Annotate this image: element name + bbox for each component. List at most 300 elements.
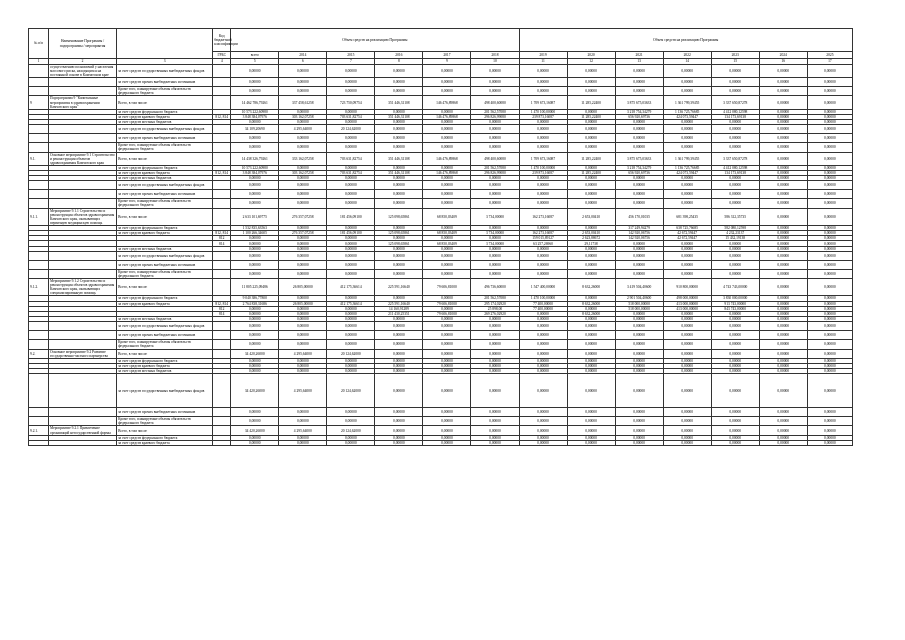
row-value: 0,00000	[711, 408, 759, 417]
row-value: 1 361 799,39455	[663, 96, 711, 109]
row-value: 0,00000	[375, 440, 423, 445]
row-value: 0,00000	[567, 251, 615, 260]
row-value: 913 743,00000	[711, 301, 759, 306]
budget-table-sheet	[28, 28, 853, 446]
row-value: 0,00000	[279, 440, 327, 445]
row-value: 0,00000	[807, 241, 852, 246]
row-value: 0,00000	[327, 363, 375, 368]
row-value: 0,00000	[567, 165, 615, 170]
row-code: 812, 814	[213, 301, 231, 306]
row-value: 0,00000	[711, 440, 759, 445]
row-value: 0,00000	[231, 236, 279, 241]
row-value: 0,00000	[375, 143, 423, 152]
table-row	[29, 279, 853, 296]
row-value: 0,00000	[807, 96, 852, 109]
row-value: 2 633 101,69775	[231, 208, 279, 225]
table-row	[29, 87, 853, 96]
header-year: 2016	[375, 52, 423, 59]
row-value: 142 920,06756	[615, 231, 663, 236]
table-row	[29, 246, 853, 251]
row-value: 0,00000	[471, 322, 519, 331]
row-value: 0,00000	[615, 340, 663, 349]
table-row	[29, 269, 853, 278]
row-number	[29, 340, 49, 349]
column-index: 4	[213, 59, 231, 65]
row-value: 0,00000	[567, 317, 615, 322]
row-value: 0,00000	[471, 358, 519, 363]
table-row	[29, 296, 853, 301]
row-source: за счет средств краевого бюджета	[117, 114, 213, 119]
row-name	[49, 331, 117, 340]
row-value: 0,00000	[807, 358, 852, 363]
row-value: 0,00000	[375, 190, 423, 199]
row-value: 0,00000	[327, 251, 375, 260]
row-value: 2 653,00410	[567, 208, 615, 225]
row-value: 4 295,64000	[279, 374, 327, 408]
row-value: 0,00000	[711, 125, 759, 134]
row-source: за счет средств краевого бюджета	[117, 440, 213, 445]
row-value: 0,00000	[663, 87, 711, 96]
row-value: 0,00000	[375, 269, 423, 278]
row-value: 0,00000	[759, 170, 807, 175]
row-value: 10 573 222,60980	[231, 165, 279, 170]
row-value: 0,00000	[279, 369, 327, 374]
table-row	[29, 109, 853, 114]
row-value: 0,00000	[519, 363, 567, 368]
row-value: 295 174,02920	[471, 301, 519, 306]
row-value: 0,00000	[519, 408, 567, 417]
row-value: 0,00000	[327, 241, 375, 246]
row-value: 586 312,35735	[711, 208, 759, 225]
row-value: 0,00000	[759, 440, 807, 445]
row-value: 0,00000	[471, 349, 519, 358]
row-value: 25 898,00	[471, 306, 519, 311]
row-code	[213, 408, 231, 417]
row-value: 0,00000	[567, 246, 615, 251]
row-value: 0,00000	[471, 225, 519, 230]
row-value: 142 920,06756	[615, 236, 663, 241]
row-value: 0,00000	[423, 246, 471, 251]
row-number	[29, 408, 49, 417]
row-value: 0,00000	[759, 152, 807, 165]
row-value: 4 295,64000	[279, 349, 327, 358]
row-value: 1 361 799,39455	[663, 152, 711, 165]
row-code	[213, 251, 231, 260]
row-value: 0,00000	[759, 279, 807, 296]
row-name: Мероприятие 9.1.2 Строительство и реконструкция объектов здравоохранения Камчатского края, оказывающих специализированную помощь	[49, 279, 117, 296]
table-row	[29, 369, 853, 374]
row-value: 0,00000	[519, 417, 567, 426]
row-value: 0,00000	[759, 134, 807, 143]
row-source: за счет средств федерального бюджета	[117, 435, 213, 440]
row-value: 0,00000	[423, 87, 471, 96]
table-row	[29, 120, 853, 125]
row-value: 0,00000	[423, 340, 471, 349]
row-value: 0,00000	[231, 143, 279, 152]
row-value: 0,00000	[567, 331, 615, 340]
row-value: 0,00000	[471, 65, 519, 78]
row-value: 0,00000	[711, 417, 759, 426]
row-value: 638 725,76685	[663, 225, 711, 230]
row-value: 0,00000	[615, 358, 663, 363]
row-value: 0,00000	[759, 311, 807, 316]
row-value: 0,00000	[807, 417, 852, 426]
row-value: 0,00000	[423, 369, 471, 374]
row-value: 0,00000	[375, 408, 423, 417]
row-value: 0,00000	[375, 322, 423, 331]
row-value: 0,00000	[519, 143, 567, 152]
table-row	[29, 143, 853, 152]
row-source: за счет средств прочих внебюджетных источников	[117, 190, 213, 199]
row-value: 0,00000	[567, 417, 615, 426]
row-value: 34 109,20690	[231, 125, 279, 134]
row-value: 11 285,22400	[567, 114, 615, 119]
row-source: Кроме того, планируемые объемы обязательств федерального бюджета	[117, 340, 213, 349]
row-value: 0,00000	[519, 440, 567, 445]
row-value: 0,00000	[375, 317, 423, 322]
row-value: 29,11738	[567, 241, 615, 246]
row-source: за счет средств государственных внебюджетных фондов	[117, 322, 213, 331]
row-source: за счет средств государственных внебюджетных фондов	[117, 374, 213, 408]
row-value: 0,00000	[471, 190, 519, 199]
row-value: 0,00000	[567, 120, 615, 125]
row-value: 0,00000	[759, 125, 807, 134]
row-value: 0,00000	[759, 225, 807, 230]
row-value: 0,00000	[327, 269, 375, 278]
row-value: 0,00000	[327, 435, 375, 440]
row-value: 0,00000	[231, 260, 279, 269]
row-value: 0,00000	[519, 190, 567, 199]
row-value: 4 295,64000	[279, 426, 327, 435]
row-value: 0,00000	[327, 440, 375, 445]
row-value: 0,00000	[711, 190, 759, 199]
row-value: 0,00000	[711, 181, 759, 190]
row-value: 0,00000	[615, 260, 663, 269]
row-value: 0,00000	[759, 317, 807, 322]
row-value: 0,00000	[231, 176, 279, 181]
row-value: 0,00000	[471, 317, 519, 322]
row-value: 0,00000	[279, 435, 327, 440]
row-value: 20 124,62000	[327, 374, 375, 408]
row-value: 0,00000	[327, 417, 375, 426]
row-value: 0,00000	[519, 269, 567, 278]
row-value: 0,00000	[327, 190, 375, 199]
row-source: Кроме того, планируемые объемы обязательств федерального бюджета	[117, 417, 213, 426]
row-value: 1 532 835,63563	[231, 225, 279, 230]
row-source: за счет средств краевого бюджета	[117, 301, 213, 306]
row-source: за счет средств прочих внебюджетных источников	[117, 408, 213, 417]
row-value: 0,00000	[519, 246, 567, 251]
row-value: 0,00000	[327, 225, 375, 230]
row-value: 0,00000	[663, 260, 711, 269]
row-source: Всего, в том числе:	[117, 208, 213, 225]
row-value: 0,00000	[279, 296, 327, 301]
row-value: 0,00000	[423, 65, 471, 78]
row-value: 14 160,91289	[375, 306, 423, 311]
row-code	[213, 208, 231, 225]
row-value: 0,00000	[615, 78, 663, 87]
row-value: 0,00000	[759, 236, 807, 241]
row-value: 0,00000	[711, 176, 759, 181]
row-code: 814	[213, 311, 231, 316]
row-value: 0,00000	[231, 340, 279, 349]
row-value: 0,00000	[375, 358, 423, 363]
row-value: 0,00000	[759, 96, 807, 109]
row-value: 424 073,59447	[663, 170, 711, 175]
row-name	[49, 199, 117, 208]
table-row	[29, 374, 853, 408]
row-value: 0,00000	[327, 311, 375, 316]
row-name	[49, 340, 117, 349]
row-code	[213, 199, 231, 208]
row-value: 0,00000	[615, 311, 663, 316]
row-value: 1 470 100,00000	[519, 165, 567, 170]
row-value: 0,00000	[759, 363, 807, 368]
row-value: 0,00000	[375, 87, 423, 96]
row-number: 9.2.1.	[29, 426, 49, 435]
row-value: 0,00000	[375, 340, 423, 349]
row-source: Всего, в том числе:	[117, 349, 213, 358]
row-value: 0,00000	[231, 322, 279, 331]
row-value: 0,00000	[615, 349, 663, 358]
row-value: 0,00000	[231, 435, 279, 440]
row-value: 0,00000	[663, 340, 711, 349]
row-code: 812	[213, 236, 231, 241]
row-value: 1 709 673,16087	[519, 96, 567, 109]
row-number	[29, 199, 49, 208]
row-value: 0,00000	[759, 331, 807, 340]
row-number	[29, 65, 49, 78]
row-value: 0,00000	[375, 260, 423, 269]
row-value: 0,00000	[615, 143, 663, 152]
table-row	[29, 301, 853, 306]
row-value: 0,00000	[567, 349, 615, 358]
row-value: 0,00000	[615, 87, 663, 96]
row-value: 125 098,65861	[375, 208, 423, 225]
row-value: 0,00000	[567, 199, 615, 208]
header-year: 2024	[759, 52, 807, 59]
row-value: 0,00000	[279, 358, 327, 363]
row-value: 1 470 100,00000	[519, 296, 567, 301]
row-value: 14 438 326,79261	[231, 152, 279, 165]
row-value: 296 826,99080	[471, 114, 519, 119]
row-value: 0,00000	[279, 199, 327, 208]
row-value: 703 631,82754	[327, 170, 375, 175]
row-value: 146 476,89868	[423, 114, 471, 119]
row-value: 0,00000	[567, 260, 615, 269]
row-value: 4 295,64000	[279, 125, 327, 134]
row-value: 0,00000	[807, 165, 852, 170]
row-value: 0,00000	[423, 417, 471, 426]
table-row	[29, 440, 853, 445]
row-value: 0,00000	[807, 408, 852, 417]
table-row	[29, 417, 853, 426]
row-value: 0,00000	[615, 417, 663, 426]
table-body	[29, 65, 853, 446]
row-source: Кроме того, планируемые объемы обязательств федерального бюджета	[117, 87, 213, 96]
row-value: 0,00000	[807, 426, 852, 435]
row-name	[49, 440, 117, 445]
row-value: 201 562,57080	[471, 165, 519, 170]
row-value: 0,00000	[471, 363, 519, 368]
row-value: 0,00000	[279, 65, 327, 78]
row-value: 3 848 384,07976	[231, 170, 279, 175]
row-value: 79 606,81000	[423, 311, 471, 316]
row-value: 0,00000	[327, 340, 375, 349]
row-value: 0,00000	[423, 426, 471, 435]
row-name	[49, 181, 117, 190]
header-year: всего	[231, 52, 279, 59]
row-value: 77 400,00000	[519, 301, 567, 306]
row-value: 0,00000	[567, 181, 615, 190]
row-value: 0,00000	[471, 251, 519, 260]
row-value: 0,00000	[519, 78, 567, 87]
row-number	[29, 269, 49, 278]
row-value: 0,00000	[807, 306, 852, 311]
row-value: 0,00000	[615, 125, 663, 134]
row-value: 0,00000	[711, 134, 759, 143]
budget-table	[28, 28, 853, 446]
row-value: 0,00000	[567, 363, 615, 368]
row-code: 812	[213, 306, 231, 311]
row-value: 0,00000	[231, 358, 279, 363]
row-value: 0,00000	[375, 78, 423, 87]
row-source: за счет средств местных бюджетов	[117, 246, 213, 251]
row-value: 0,00000	[375, 225, 423, 230]
row-value: 0,00000	[663, 78, 711, 87]
row-value: 0,00000	[327, 176, 375, 181]
row-value: 0,00000	[279, 331, 327, 340]
row-value: 134 173,69138	[711, 114, 759, 119]
row-number: 9.2.	[29, 349, 49, 358]
row-value: 0,00000	[279, 260, 327, 269]
row-name	[49, 269, 117, 278]
row-value: 0,00000	[807, 311, 852, 316]
row-value: 0,00000	[663, 435, 711, 440]
row-name	[49, 322, 117, 331]
row-value: 0,00000	[567, 340, 615, 349]
row-value: 0,00000	[807, 181, 852, 190]
row-source: за счет средств прочих внебюджетных источников	[117, 78, 213, 87]
table-row	[29, 331, 853, 340]
row-value: 0,00000	[423, 363, 471, 368]
row-value: 0,00000	[663, 199, 711, 208]
row-value: 2 653,00410	[567, 231, 615, 236]
row-value: 518 000,00000	[615, 301, 663, 306]
row-value: 0,00000	[759, 78, 807, 87]
row-value: 0,00000	[279, 134, 327, 143]
row-value: 0,00000	[375, 296, 423, 301]
row-value: 0,00000	[567, 369, 615, 374]
row-value: 0,00000	[807, 279, 852, 296]
row-value: 0,00000	[615, 374, 663, 408]
row-value: 68 850,03409	[423, 241, 471, 246]
row-number: 9.1.2.	[29, 279, 49, 296]
row-name	[49, 78, 117, 87]
row-source: Всего, в том числе:	[117, 152, 213, 165]
row-value: 20 124,62000	[327, 125, 375, 134]
row-value: 0,00000	[663, 311, 711, 316]
row-value: 0,00000	[471, 78, 519, 87]
row-value: 0,00000	[663, 241, 711, 246]
row-value: 1 136 725,76685	[663, 165, 711, 170]
table-row	[29, 125, 853, 134]
row-value: 0,00000	[519, 251, 567, 260]
row-value: 0,00000	[471, 426, 519, 435]
row-value: 0,00000	[759, 322, 807, 331]
table-row	[29, 349, 853, 358]
row-value: 0,00000	[423, 236, 471, 241]
row-value: 424 073,59447	[663, 114, 711, 119]
row-value: 0,00000	[519, 311, 567, 316]
row-name	[49, 134, 117, 143]
row-value: 0,00000	[279, 408, 327, 417]
row-source: Кроме того, планируемые объемы обязательств федерального бюджета	[117, 199, 213, 208]
row-value: 0,00000	[759, 165, 807, 170]
row-value: 843 743,00000	[711, 306, 759, 311]
row-value: 0,00000	[519, 181, 567, 190]
row-value: 0,00000	[807, 317, 852, 322]
row-value: 0,00000	[567, 65, 615, 78]
row-value: 0,00000	[423, 408, 471, 417]
row-value: 0,00000	[567, 143, 615, 152]
row-value: 3 875 675,03633	[615, 152, 663, 165]
row-value: 0,00000	[615, 440, 663, 445]
row-value: 0,00000	[711, 260, 759, 269]
table-row	[29, 170, 853, 175]
row-value: 703 631,82754	[327, 152, 375, 165]
column-index: 16	[759, 59, 807, 65]
row-value: 0,00000	[567, 408, 615, 417]
row-value: 0,00000	[231, 306, 279, 311]
table-row	[29, 358, 853, 363]
row-value: 0,00000	[375, 176, 423, 181]
row-value: 77 400,00000	[519, 306, 567, 311]
header-year: 2025	[807, 52, 852, 59]
row-value: 134 173,69138	[711, 170, 759, 175]
row-value: 681 398,25435	[663, 208, 711, 225]
row-value: 0,00000	[423, 165, 471, 170]
row-value: 0,00000	[231, 78, 279, 87]
row-source: за счет средств прочих внебюджетных источников	[117, 331, 213, 340]
row-name	[49, 125, 117, 134]
row-value: 146 476,89868	[423, 170, 471, 175]
row-value: 0,00000	[759, 358, 807, 363]
row-value: 0,00000	[375, 246, 423, 251]
row-value: 0,00000	[663, 363, 711, 368]
row-value: 0,00000	[663, 317, 711, 322]
row-code	[213, 426, 231, 435]
row-value: 0,00000	[711, 199, 759, 208]
header-name: Наименование Программы / подпрограммы / мероприятия	[49, 29, 117, 59]
row-value: 3 218 754,34279	[615, 165, 663, 170]
row-value: 0,00000	[759, 109, 807, 114]
row-value: 351 446,31108	[375, 152, 423, 165]
row-value: 0,00000	[327, 306, 375, 311]
row-value: 0,00000	[711, 374, 759, 408]
row-value: 0,00000	[759, 435, 807, 440]
row-value: 26 805,00000	[279, 301, 327, 306]
row-value: 3 875 675,03633	[615, 96, 663, 109]
row-value: 317 249,94279	[615, 225, 663, 230]
column-index: 12	[567, 59, 615, 65]
row-value: 15 432,19138	[711, 236, 759, 241]
row-source: за счет средств местных бюджетов	[117, 120, 213, 125]
row-value: 0,00000	[759, 251, 807, 260]
row-value: 0,00000	[567, 225, 615, 230]
row-value: 3 337 650,87278	[711, 152, 759, 165]
table-row	[29, 78, 853, 87]
